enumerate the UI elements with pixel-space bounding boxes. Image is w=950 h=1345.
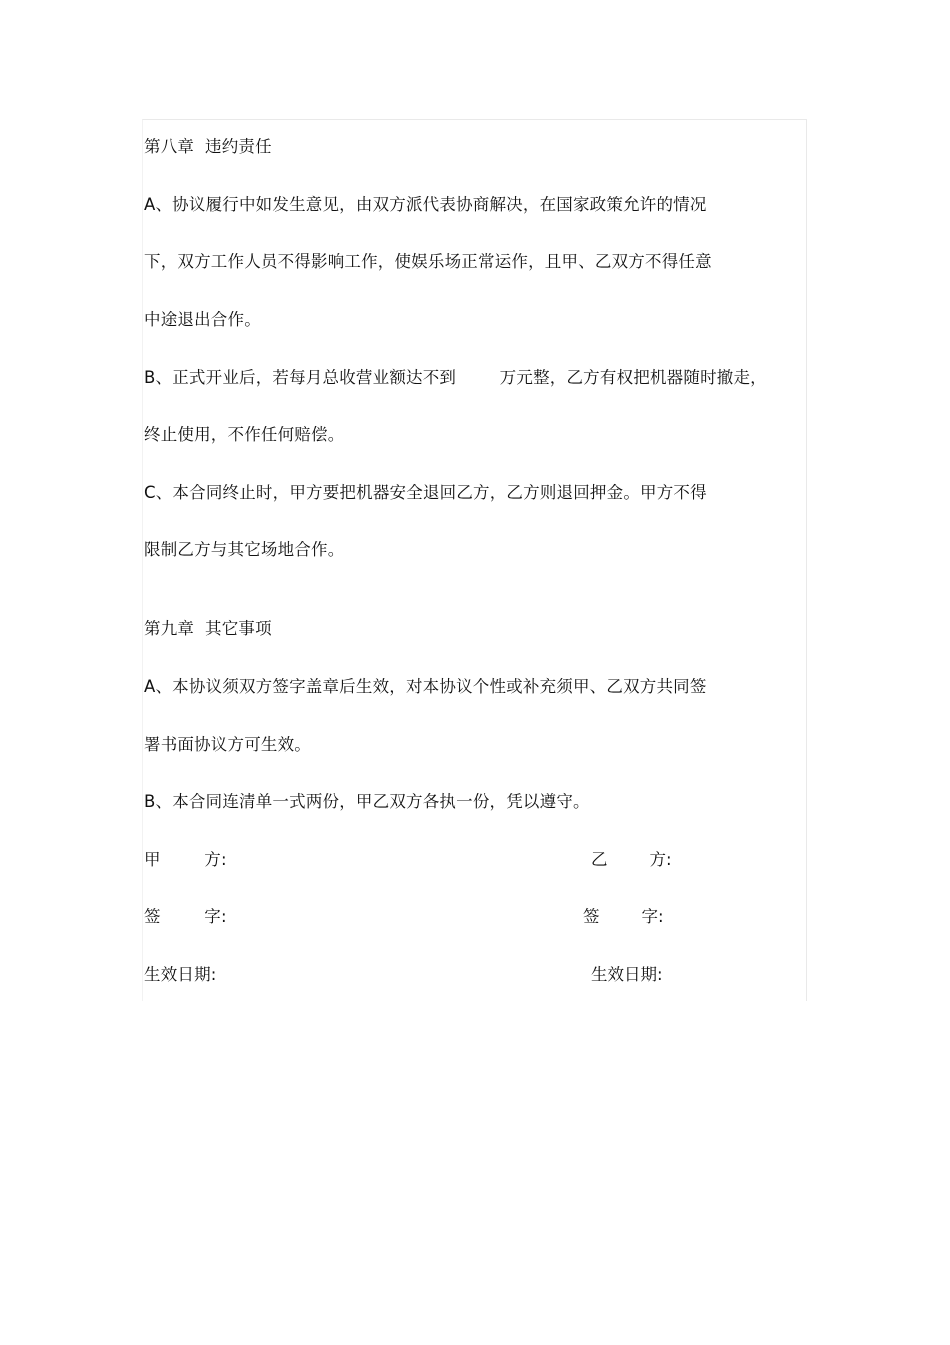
chapter9-clause-a-line1: A、本协议须双方签字盖章后生效，对本协议个性或补充须甲、乙双方共同签 [144, 677, 707, 696]
chapter8-clause-a-line3: 中途退出合作。 [144, 310, 261, 329]
sign-b-label: 签 字: [583, 907, 664, 926]
date-b-label: 生效日期: [591, 965, 663, 984]
chapter8-clause-a-line1: A、协议履行中如发生意见，由双方派代表协商解决，在国家政策允许的情况 [144, 195, 707, 214]
chapter9-clause-a-line2: 署书面协议方可生效。 [144, 735, 311, 754]
chapter8-heading: 第八章 违约责任 [144, 137, 272, 156]
chapter8-clause-a-line2: 下，双方工作人员不得影响工作，使娱乐场正常运作，且甲、乙双方不得任意 [144, 252, 712, 271]
sign-a-label: 签 字: [144, 907, 227, 926]
date-a-label: 生效日期: [144, 965, 217, 984]
party-a-label: 甲 方: [144, 850, 227, 869]
chapter8-clause-c-line1: C、本合同终止时，甲方要把机器安全退回乙方，乙方则退回押金。甲方不得 [144, 483, 707, 502]
party-b-label: 乙 方: [591, 850, 672, 869]
chapter9-clause-b-line1: B、本合同连清单一式两份，甲乙双方各执一份，凭以遵守。 [144, 792, 590, 811]
chapter9-heading: 第九章 其它事项 [144, 619, 272, 638]
chapter8-clause-c-line2: 限制乙方与其它场地合作。 [144, 540, 345, 559]
chapter8-clause-b-line2: 终止使用，不作任何赔偿。 [144, 425, 345, 444]
chapter8-clause-b-line1: B、正式开业后，若每月总收营业额达不到 万元整，乙方有权把机器随时撤走， [144, 368, 767, 387]
